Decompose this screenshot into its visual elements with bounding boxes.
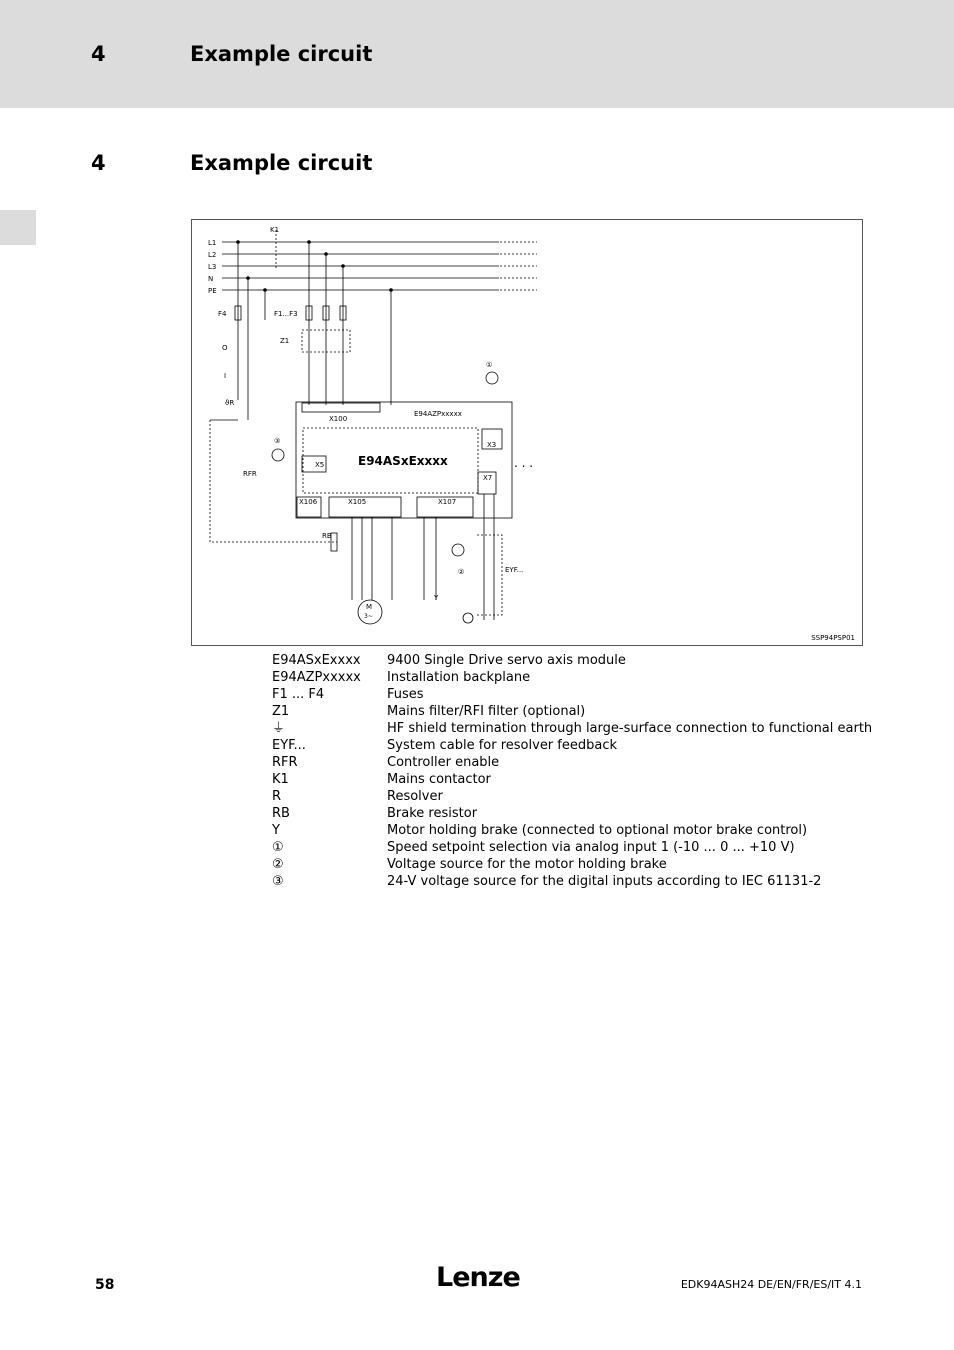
label-M3: 3~ <box>364 613 373 620</box>
legend-row <box>272 669 852 686</box>
legend-row <box>272 805 852 822</box>
legend-key: K1 <box>272 772 289 787</box>
label-E94ASx: E94ASxExxxx <box>358 454 448 468</box>
legend-key: RFR <box>272 755 298 770</box>
label-X3: X3 <box>487 441 497 449</box>
legend-desc: HF shield termination through large-surface connection to functional earth <box>387 721 873 736</box>
label-O: O <box>222 344 228 352</box>
legend-desc: Fuses <box>387 687 424 702</box>
label-K1: K1 <box>270 226 280 234</box>
legend-desc: 9400 Single Drive servo axis module <box>387 653 626 668</box>
section-number: 4 <box>91 151 106 175</box>
legend-row <box>272 737 852 754</box>
label-EYF: EYF... <box>505 566 524 574</box>
legend-key: ① <box>272 840 284 855</box>
lenze-logo: Lenze <box>436 1262 520 1293</box>
legend-key: E94AZPxxxxx <box>272 670 361 685</box>
label-circle-2: ② <box>458 568 465 576</box>
legend-row <box>272 788 852 805</box>
legend-desc: Motor holding brake (connected to optional motor brake control) <box>387 823 808 838</box>
label-RB: RB <box>322 532 332 540</box>
label-circle-3: ③ <box>274 437 281 445</box>
legend-row <box>272 686 852 703</box>
label-PE: PE <box>208 287 217 295</box>
label-dots: . . . <box>514 456 534 470</box>
circuit-diagram <box>191 219 863 646</box>
page-number: 58 <box>95 1277 115 1293</box>
label-M: M <box>366 603 373 611</box>
legend-desc: Installation backplane <box>387 670 531 685</box>
chapter-side-tab <box>0 210 36 245</box>
legend-key: ③ <box>272 874 284 889</box>
label-L2: L2 <box>208 251 217 259</box>
section-title: Example circuit <box>190 151 373 175</box>
label-X105: X105 <box>348 498 367 506</box>
label-X7: X7 <box>483 474 493 482</box>
header-chapter-number: 4 <box>91 42 106 66</box>
legend-key: RB <box>272 806 290 821</box>
document-id: EDK94ASH24 DE/EN/FR/ES/IT 4.1 <box>680 1278 862 1291</box>
label-L1: L1 <box>208 239 217 247</box>
legend-row <box>272 720 873 737</box>
legend-row <box>272 856 852 873</box>
legend-key: EYF... <box>272 738 306 753</box>
label-X100: X100 <box>329 415 348 423</box>
legend-desc: 24-V voltage source for the digital inputs according to IEC 61131-2 <box>387 874 822 889</box>
legend-desc: Resolver <box>387 789 443 804</box>
legend-key: F1 ... F4 <box>272 687 325 702</box>
legend-desc: Speed setpoint selection via analog input 1 (-10 ... 0 ... +10 V) <box>387 840 795 855</box>
label-X106: X106 <box>299 498 318 506</box>
legend-row <box>272 703 852 720</box>
circuit-diagram-svg <box>192 220 864 647</box>
legend-row <box>272 822 852 839</box>
legend <box>272 652 873 890</box>
legend-desc: Brake resistor <box>387 806 478 821</box>
legend-row <box>272 754 852 771</box>
legend-desc: Controller enable <box>387 755 500 770</box>
legend-row <box>272 839 852 856</box>
figure-id: SSP94PSP01 <box>811 634 855 642</box>
legend-desc: System cable for resolver feedback <box>387 738 618 753</box>
legend-row <box>272 873 852 890</box>
legend-key: Y <box>272 823 280 838</box>
label-X107: X107 <box>438 498 457 506</box>
legend-key: Z1 <box>272 704 290 719</box>
legend-desc: Mains contactor <box>387 772 491 787</box>
label-N: N <box>208 275 214 283</box>
header-chapter-title: Example circuit <box>190 42 373 66</box>
label-I: I <box>224 372 227 380</box>
legend-row <box>272 771 852 788</box>
legend-desc: Mains filter/RFI filter (optional) <box>387 704 586 719</box>
legend-key: R <box>272 789 282 804</box>
label-E94AZP: E94AZPxxxxx <box>414 410 462 418</box>
label-X5: X5 <box>315 461 325 469</box>
label-F1F3: F1...F3 <box>274 310 298 318</box>
legend-key: E94ASxExxxx <box>272 653 361 668</box>
ground-symbol-icon: ⏚ <box>272 721 286 736</box>
label-thetaR: ϑR <box>225 399 235 407</box>
label-circle-1: ① <box>486 361 493 369</box>
legend-row <box>272 652 852 669</box>
label-F4: F4 <box>218 310 227 318</box>
label-RFR: RFR <box>243 470 257 478</box>
label-Z1: Z1 <box>280 337 290 345</box>
legend-key: ② <box>272 857 284 872</box>
header-band <box>0 0 954 108</box>
legend-desc: Voltage source for the motor holding brake <box>387 857 667 872</box>
label-Y: Y <box>434 594 439 602</box>
label-L3: L3 <box>208 263 217 271</box>
